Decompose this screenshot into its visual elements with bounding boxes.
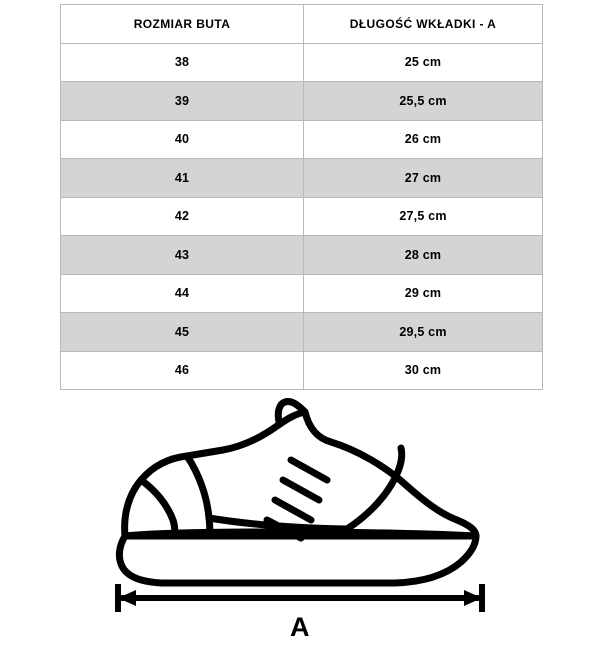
cell-shoe-size: 45 <box>61 313 304 352</box>
cell-insole-length: 29 cm <box>304 274 543 313</box>
cell-insole-length: 27 cm <box>304 159 543 198</box>
table-row <box>61 313 543 352</box>
cell-insole-length: 26 cm <box>304 120 543 159</box>
column-header-insole-length: DŁUGOŚĆ WKŁADKI - A <box>304 5 543 44</box>
table-row <box>61 120 543 159</box>
cell-shoe-size: 43 <box>61 236 304 275</box>
table-row <box>61 159 543 198</box>
cell-shoe-size: 46 <box>61 351 304 390</box>
cell-insole-length: 28 cm <box>304 236 543 275</box>
cell-shoe-size: 42 <box>61 197 304 236</box>
cell-insole-length: 27,5 cm <box>304 197 543 236</box>
cell-insole-length: 30 cm <box>304 351 543 390</box>
cell-insole-length: 25 cm <box>304 43 543 82</box>
size-table <box>60 4 543 390</box>
cell-insole-length: 25,5 cm <box>304 82 543 121</box>
table-row <box>61 197 543 236</box>
table-row <box>61 82 543 121</box>
cell-shoe-size: 44 <box>61 274 304 313</box>
table-row <box>61 236 543 275</box>
measurement-label: A <box>290 612 310 642</box>
size-table-container <box>60 4 542 390</box>
cell-shoe-size: 40 <box>61 120 304 159</box>
table-row <box>61 274 543 313</box>
cell-shoe-size: 41 <box>61 159 304 198</box>
cell-shoe-size: 38 <box>61 43 304 82</box>
table-header-row <box>61 5 543 44</box>
table-row <box>61 43 543 82</box>
column-header-shoe-size: ROZMIAR BUTA <box>61 5 304 44</box>
cell-insole-length: 29,5 cm <box>304 313 543 352</box>
cell-shoe-size: 39 <box>61 82 304 121</box>
